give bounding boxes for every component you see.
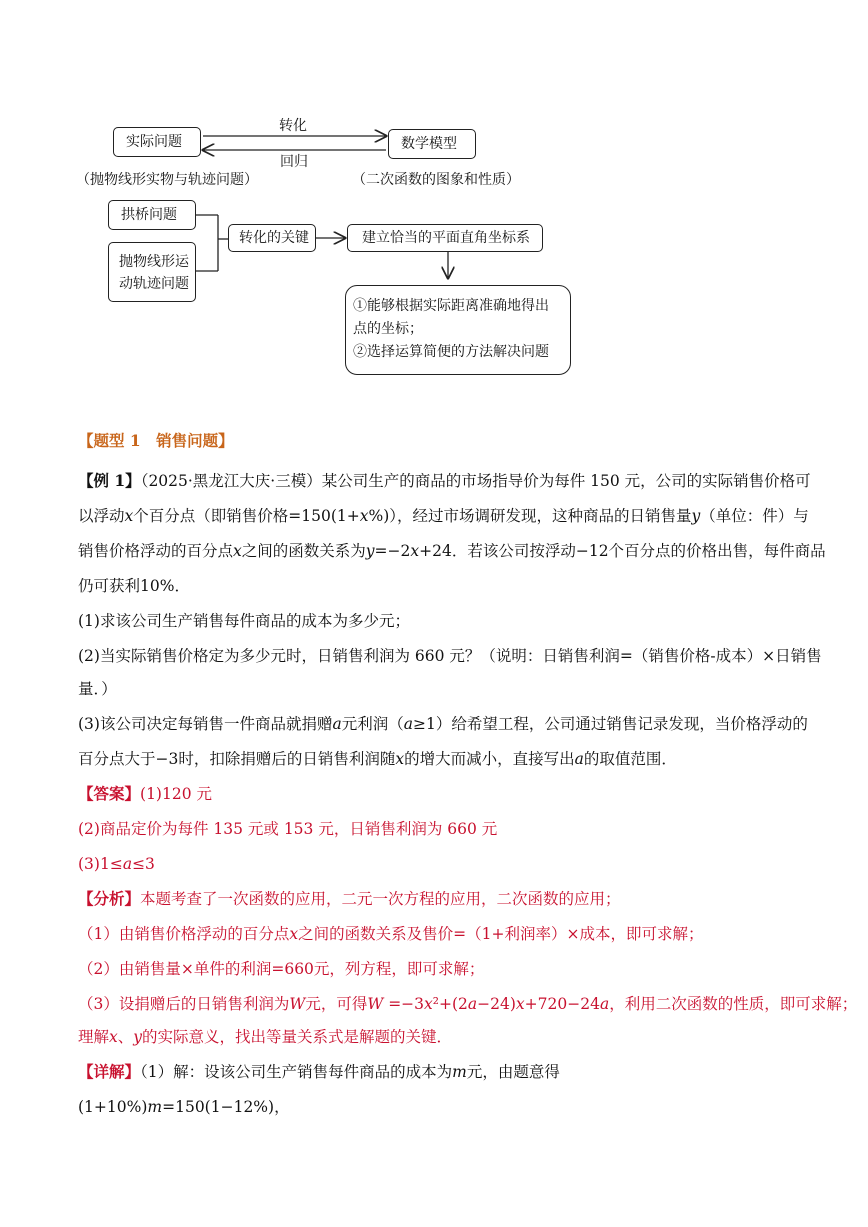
text: +24．若该公司按浮动−12个百分点的价格出售，每件商品 [419, 542, 826, 560]
text: 之间的函数关系为 [241, 542, 366, 560]
text: 百分点大于−3时，扣除捐赠后的日销售利润随 [78, 750, 396, 768]
arrow-label-return: 回归 [280, 154, 308, 170]
text: 的取值范围． [583, 750, 677, 768]
var-a: a [574, 750, 584, 768]
example-text: （2025·黑龙江大庆·三模）某公司生产的商品的市场指导价为每件 150 元，公司的实际销售价格可 [140, 472, 811, 490]
example-tag: 【例 1】 [78, 471, 141, 490]
question-1: (1)求该公司生产销售每件商品的成本为多少元； [78, 612, 410, 630]
text: 元，可得 [305, 995, 368, 1013]
box-tips [345, 285, 571, 375]
box-bridge [108, 200, 196, 230]
text: 、 [117, 1028, 134, 1046]
text: （3）设捐赠后的日销售利润为 [78, 995, 290, 1013]
var-a: a [467, 995, 478, 1013]
analysis-line-0 [78, 888, 621, 910]
question-3-line-2 [78, 748, 677, 770]
var-x: x [359, 507, 369, 525]
box-real-problem-label: 实际问题 [126, 134, 182, 150]
box-tips-line3: ②选择运算简便的方法解决问题 [353, 344, 549, 360]
answer-line-1 [78, 783, 212, 805]
var-x: x [395, 750, 405, 768]
question-3-line-1 [78, 713, 808, 735]
var-a: a [599, 995, 610, 1013]
text: =−2 [374, 542, 411, 560]
text: (3)该公司决定每销售一件商品就捐赠 [78, 715, 333, 733]
section-title: 【题型 1 销售问题】 [78, 431, 234, 450]
var-x: x [124, 507, 134, 525]
example-line-4: 仍可获利10%． [78, 577, 190, 595]
text: 理解 [78, 1028, 110, 1046]
var-x: x [424, 995, 433, 1013]
analysis-line-4 [78, 1026, 452, 1048]
caption-left: （抛物线形实物与轨迹问题） [76, 172, 258, 188]
analysis-line-1 [78, 923, 703, 945]
box-coordinate [347, 224, 543, 252]
box-motion [108, 242, 196, 302]
box-key [228, 224, 316, 252]
text: 本题考查了一次函数的应用，二元一次方程的应用，二次函数的应用； [140, 890, 621, 908]
text: 元，由题意得 [466, 1063, 560, 1081]
text: ，利用二次函数的性质，即可求解； [609, 995, 858, 1013]
text: 的实际意义，找出等量关系式是解题的关键． [142, 1028, 453, 1046]
question-2-line-2: 量．） [78, 680, 117, 698]
text: 元利润（ [341, 715, 404, 733]
box-key-label: 转化的关键 [239, 230, 309, 246]
text: (3)1≤ [78, 855, 123, 873]
detail-tag: 【详解】 [78, 1062, 141, 1081]
text: ≥1）给希望工程，公司通过销售记录发现，当价格浮动的 [412, 715, 808, 733]
caption-right: （二次函数的图象和性质） [352, 172, 520, 188]
var-y: y [133, 1028, 143, 1046]
box-motion-line1: 抛物线形运 [119, 254, 189, 270]
detail-line-2 [78, 1096, 290, 1118]
var-m: m [452, 1063, 467, 1081]
var-y: y [691, 507, 701, 525]
box-coordinate-label: 建立恰当的平面直角坐标系 [362, 230, 530, 246]
var-a: a [403, 715, 413, 733]
answer-1: (1)120 元 [140, 785, 212, 803]
text: ≤3 [132, 855, 155, 873]
var-a: a [332, 715, 342, 733]
analysis-line-3 [78, 993, 857, 1015]
text: −24) [477, 995, 516, 1013]
text: 销售价格浮动的百分点 [78, 542, 234, 560]
analysis-tag: 【分析】 [78, 889, 141, 908]
answer-2: (2)商品定价为每件 135 元或 153 元，日销售利润为 660 元 [78, 820, 498, 838]
text: +720−24 [524, 995, 600, 1013]
text: =150(1−12%)， [162, 1098, 290, 1116]
text: =−3 [383, 995, 425, 1013]
var-m: m [147, 1098, 163, 1116]
answer-tag: 【答案】 [78, 784, 141, 803]
text: 之间的函数关系及售价=（1+利润率）×成本，即可求解； [298, 925, 704, 943]
var-x: x [410, 542, 420, 560]
box-math-model-label: 数学模型 [401, 136, 457, 152]
box-bridge-label: 拱桥问题 [121, 207, 177, 223]
text: 的增大而减小，直接写出 [404, 750, 575, 768]
box-motion-line2: 动轨迹问题 [119, 276, 189, 292]
var-x: x [233, 542, 242, 560]
example-line-2 [78, 505, 809, 527]
text: （1）由销售价格浮动的百分点 [78, 925, 290, 943]
arrow-label-convert: 转化 [279, 118, 307, 134]
text: 个百分点（即销售价格=150(1+ [133, 507, 360, 525]
var-W: W [289, 995, 306, 1013]
analysis-line-2: （2）由销售量×单件的利润=660元，列方程，即可求解； [78, 960, 485, 978]
box-tips-line2: 点的坐标； [353, 321, 423, 337]
text: （1）解：设该公司生产销售每件商品的成本为 [140, 1063, 453, 1081]
var-x: x [289, 925, 299, 943]
var-x: x [515, 995, 525, 1013]
example-line-1 [78, 470, 811, 492]
text: %)），经过市场调研发现，这种商品的日销售量 [368, 507, 692, 525]
text: (1+10%) [78, 1098, 148, 1116]
text: （单位：件）与 [700, 507, 809, 525]
var-y: y [365, 542, 375, 560]
answer-3 [78, 853, 155, 875]
question-2-line-1: (2)当实际销售价格定为多少元时，日销售利润为 660 元？（说明：日销售利润=（销售价格-成本）×日销售 [78, 647, 822, 665]
text: 以浮动 [78, 507, 125, 525]
detail-line-1 [78, 1061, 560, 1083]
var-a: a [122, 855, 133, 873]
box-tips-line1: ①能够根据实际距离准确地得出 [353, 298, 549, 314]
var-W: W [367, 995, 384, 1013]
box-real-problem [113, 127, 201, 157]
box-math-model [388, 129, 476, 159]
text: ²+(2 [432, 995, 468, 1013]
var-x: x [109, 1028, 118, 1046]
example-line-3 [78, 540, 826, 562]
